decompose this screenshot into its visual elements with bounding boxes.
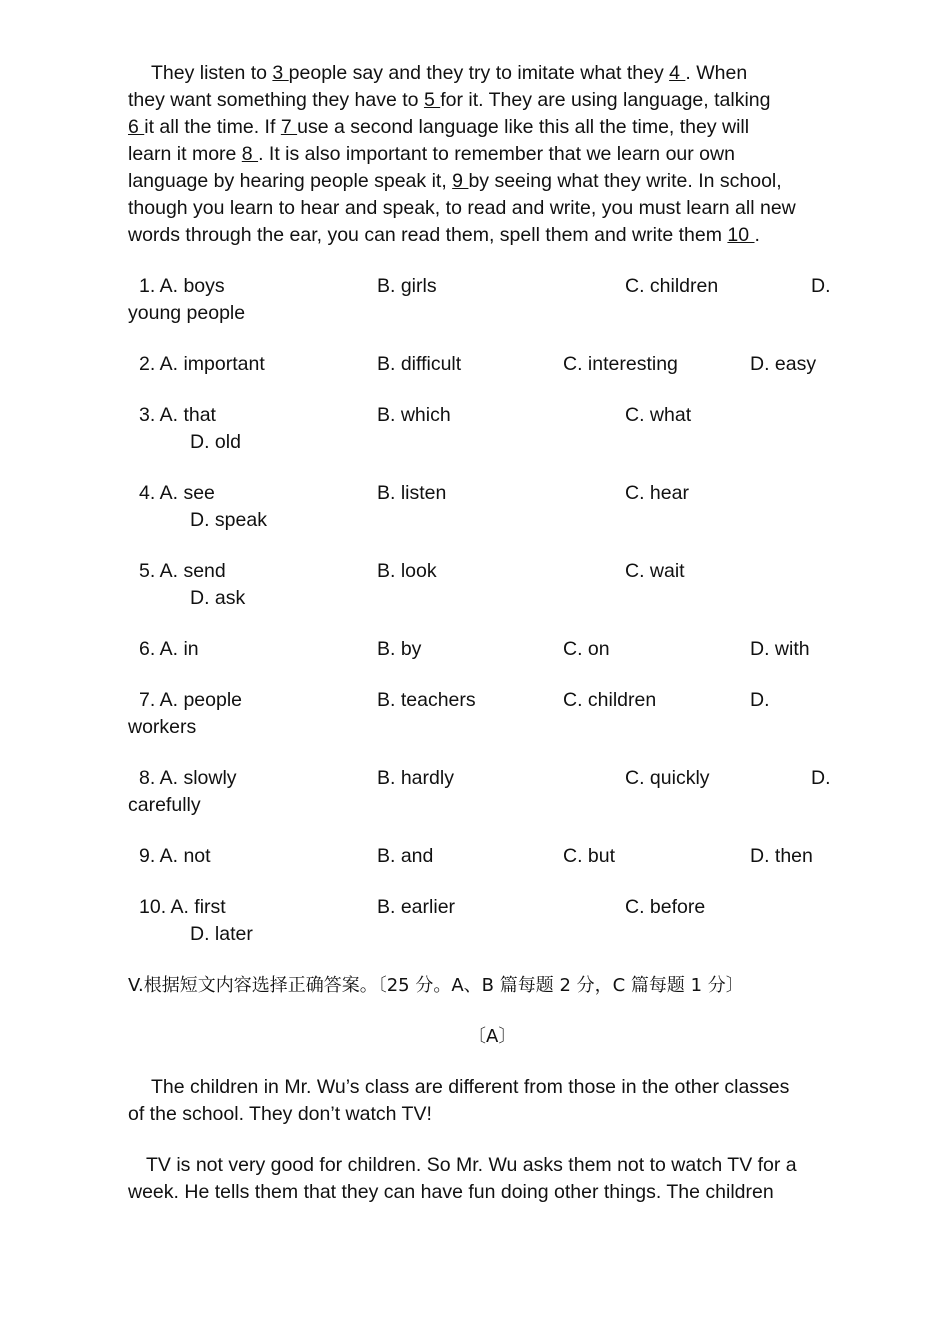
passage-line xyxy=(128,87,850,114)
q2-option-d: D. easy xyxy=(750,353,817,375)
q10-option-a: 10. A. first xyxy=(139,896,226,918)
q8-option-d-label: D. xyxy=(811,767,831,789)
q1-option-a: 1. A. boys xyxy=(139,275,225,297)
q4-option-b: B. listen xyxy=(377,482,447,504)
part-label: 〔A〕 xyxy=(468,1026,517,1047)
q3-option-b: B. which xyxy=(377,404,451,426)
q4-option-d: D. speak xyxy=(190,509,267,531)
passage-text: learn it more xyxy=(128,143,242,165)
q9-option-b: B. and xyxy=(377,845,434,867)
q3-option-d: D. old xyxy=(190,431,241,453)
q5-option-a: 5. A. send xyxy=(139,560,226,582)
passage-line xyxy=(128,114,850,141)
cloze-passage xyxy=(128,60,850,249)
passage-line: TV is not very good for children. So Mr. Wu asks them not to watch TV for a xyxy=(146,1154,797,1176)
q8-option-a: 8. A. slowly xyxy=(139,767,237,789)
blank-5: 5 xyxy=(423,89,441,111)
reading-passage-paragraph xyxy=(128,1074,850,1128)
q5-option-b: B. look xyxy=(377,560,437,582)
passage-text: . It is also important to remember that we learn our own xyxy=(258,143,735,165)
q5-option-c: C. wait xyxy=(625,560,685,582)
passage-text: for it. They are using language, talking xyxy=(440,89,771,111)
passage-text: . When xyxy=(685,62,748,84)
q6-option-b: B. by xyxy=(377,638,422,660)
q7-option-d-text: workers xyxy=(128,716,197,738)
q1-option-d-text: young people xyxy=(128,302,246,324)
blank-3: 3 xyxy=(272,62,289,84)
q3-option-a: 3. A. that xyxy=(139,404,216,426)
passage-text: They listen to xyxy=(151,62,273,84)
q10-option-c: C. before xyxy=(625,896,706,918)
q1-option-d-label: D. xyxy=(811,275,831,297)
q10-option-b: B. earlier xyxy=(377,896,456,918)
q9-option-d: D. then xyxy=(750,845,813,867)
passage-text: . xyxy=(754,224,760,246)
reading-passage-paragraph xyxy=(128,1152,850,1206)
passage-line: The children in Mr. Wu’s class are different from those in the other classes xyxy=(151,1076,790,1098)
q5-option-d: D. ask xyxy=(190,587,246,609)
blank-4: 4 xyxy=(669,62,686,84)
q3-option-c: C. what xyxy=(625,404,692,426)
section-heading: V.根据短文内容选择正确答案。〔25 分。A、B 篇每题 2 分，C 篇每题 1 分〕 xyxy=(128,975,744,996)
passage-text: it all the time. If xyxy=(144,116,281,138)
q4-option-c: C. hear xyxy=(625,482,689,504)
q6-option-d: D. with xyxy=(750,638,810,660)
q7-option-d-label: D. xyxy=(750,689,770,711)
blank-6: 6 xyxy=(128,116,145,138)
passage-text: they want something they have to xyxy=(128,89,424,111)
q1-option-b: B. girls xyxy=(377,275,437,297)
q6-option-c: C. on xyxy=(563,638,610,660)
q1-option-c: C. children xyxy=(625,275,719,297)
q8-option-b: B. hardly xyxy=(377,767,454,789)
q4-option-a: 4. A. see xyxy=(139,482,215,504)
passage-text: words through the ear, you can read them, spell them and write them xyxy=(128,224,728,246)
blank-8: 8 xyxy=(241,143,259,165)
q9-option-a: 9. A. not xyxy=(139,845,211,867)
passage-line xyxy=(128,141,850,168)
passage-text: though you learn to hear and speak, to read and write, you must learn all new xyxy=(128,197,796,219)
q2-option-c: C. interesting xyxy=(563,353,678,375)
passage-line: of the school. They don’t watch TV! xyxy=(128,1103,432,1125)
q6-option-a: 6. A. in xyxy=(139,638,199,660)
passage-line xyxy=(128,60,850,87)
q2-option-a: 2. A. important xyxy=(139,353,265,375)
blank-7: 7 xyxy=(280,116,298,138)
q8-option-d-text: carefully xyxy=(128,794,201,816)
passage-text: use a second language like this all the time, they will xyxy=(297,116,750,138)
passage-line xyxy=(128,222,850,249)
passage-line xyxy=(128,168,850,195)
passage-text: language by hearing people speak it, xyxy=(128,170,453,192)
q9-option-c: C. but xyxy=(563,845,616,867)
q7-option-c: C. children xyxy=(563,689,657,711)
passage-text: people say and they try to imitate what they xyxy=(288,62,670,84)
passage-line: week. He tells them that they can have fun doing other things. The children xyxy=(128,1181,774,1203)
q7-option-b: B. teachers xyxy=(377,689,476,711)
q2-option-b: B. difficult xyxy=(377,353,462,375)
passage-line xyxy=(128,195,850,222)
blank-10: 10 xyxy=(727,224,755,246)
q8-option-c: C. quickly xyxy=(625,767,710,789)
q10-option-d: D. later xyxy=(190,923,253,945)
blank-9: 9 xyxy=(452,170,469,192)
passage-text: by seeing what they write. In school, xyxy=(468,170,782,192)
q7-option-a: 7. A. people xyxy=(139,689,243,711)
